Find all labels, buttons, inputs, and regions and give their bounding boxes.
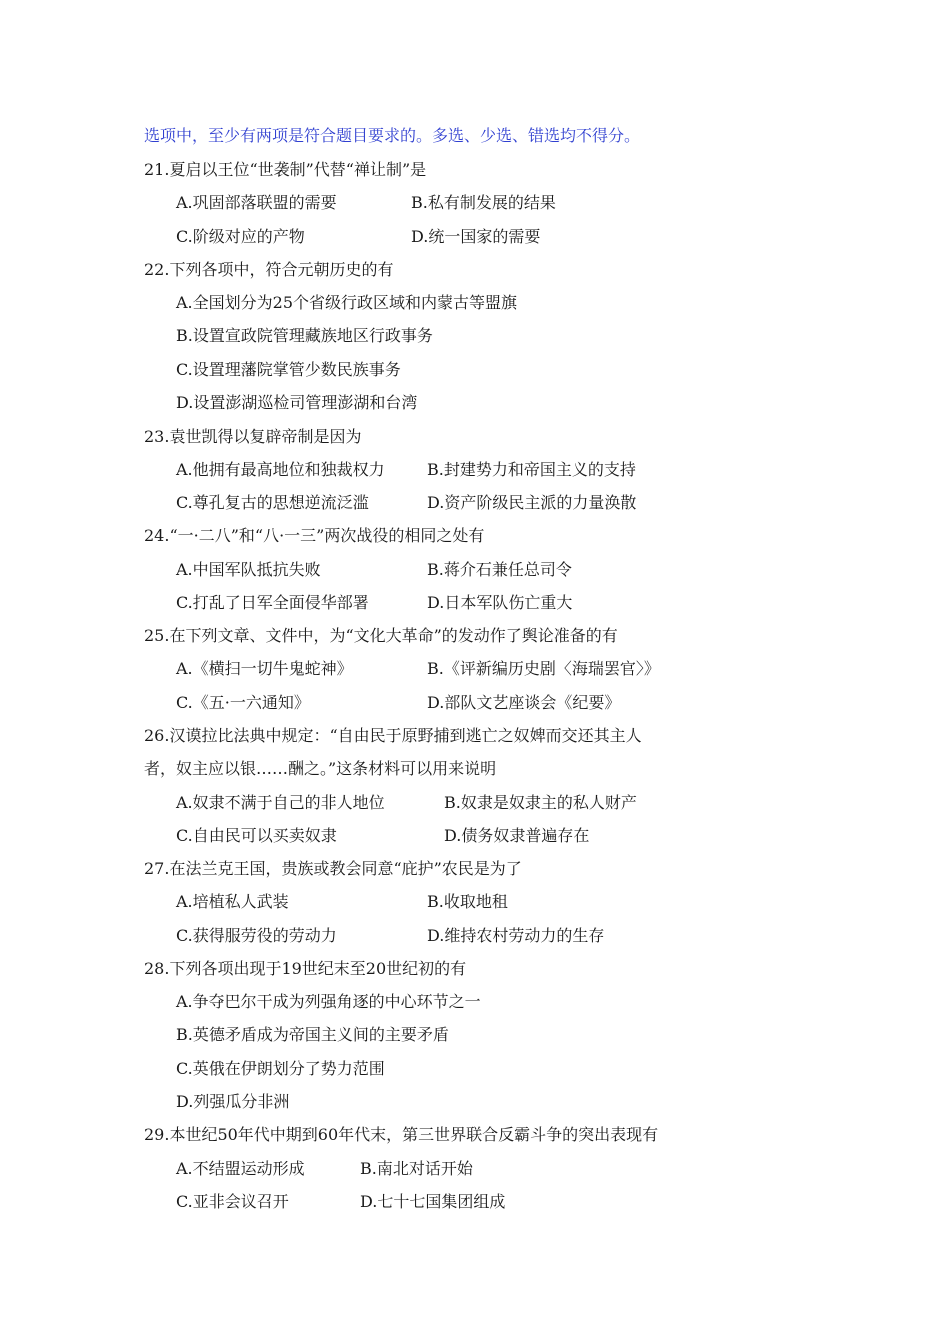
question-27-option-d: D.维持农村劳动力的生存: [427, 926, 605, 945]
question-22-stem: 22.下列各项中，符合元朝历史的有: [144, 260, 394, 279]
question-28-option-a: A.争夺巴尔干成为列强角逐的中心环节之一: [176, 992, 481, 1011]
question-24-option-a: A.中国军队抵抗失败: [176, 560, 321, 579]
question-25-option-c: C.《五·一六通知》: [176, 693, 310, 712]
question-21-stem: 21.夏启以王位“世袭制”代替“禅让制”是: [144, 160, 427, 179]
question-28-option-c: C.英俄在伊朗划分了势力范围: [176, 1059, 385, 1078]
question-26-stem-line-2: 者，奴主应以银……酬之。”这条材料可以用来说明: [144, 759, 497, 778]
question-26-option-a: A.奴隶不满于自己的非人地位: [176, 793, 385, 812]
question-28-stem: 28.下列各项出现于19世纪末至20世纪初的有: [144, 959, 467, 978]
question-24-option-b: B.蒋介石兼任总司令: [427, 560, 572, 579]
question-26-stem-line-1: 26.汉谟拉比法典中规定：“自由民于原野捕到逃亡之奴婢而交还其主人: [144, 726, 642, 745]
question-21-option-d: D.统一国家的需要: [411, 227, 541, 246]
question-29-option-b: B.南北对话开始: [360, 1159, 473, 1178]
question-22-option-a: A.全国划分为25个省级行政区域和内蒙古等盟旗: [176, 293, 518, 312]
question-21-option-a: A.巩固部落联盟的需要: [176, 193, 337, 212]
question-22-option-d: D.设置澎湖巡检司管理澎湖和台湾: [176, 393, 418, 412]
question-23-option-c: C.尊孔复古的思想逆流泛滥: [176, 493, 369, 512]
section-instruction: 选项中，至少有两项是符合题目要求的。多选、少选、错选均不得分。: [144, 126, 641, 145]
question-22-option-c: C.设置理藩院掌管少数民族事务: [176, 360, 401, 379]
question-26-option-b: B.奴隶是奴隶主的私人财产: [444, 793, 637, 812]
question-25-option-b: B.《评新编历史剧〈海瑞罢官〉》: [427, 659, 660, 678]
question-21-option-c: C.阶级对应的产物: [176, 227, 305, 246]
question-28-option-d: D.列强瓜分非洲: [176, 1092, 290, 1111]
question-27-option-b: B.收取地租: [427, 892, 508, 911]
question-27-option-a: A.培植私人武装: [176, 892, 289, 911]
question-23-stem: 23.袁世凯得以复辟帝制是因为: [144, 427, 362, 446]
question-24-option-c: C.打乱了日军全面侵华部署: [176, 593, 369, 612]
question-23-option-d: D.资产阶级民主派的力量涣散: [427, 493, 637, 512]
question-29-option-a: A.不结盟运动形成: [176, 1159, 305, 1178]
question-29-option-d: D.七十七国集团组成: [360, 1192, 506, 1211]
question-27-option-c: C.获得服劳役的劳动力: [176, 926, 337, 945]
question-21-option-b: B.私有制发展的结果: [411, 193, 556, 212]
question-22-option-b: B.设置宣政院管理藏族地区行政事务: [176, 326, 433, 345]
question-28-option-b: B.英德矛盾成为帝国主义间的主要矛盾: [176, 1025, 449, 1044]
question-25-option-d: D.部队文艺座谈会《纪要》: [427, 693, 621, 712]
question-24-stem: 24.“一·二八”和“八·一三”两次战役的相同之处有: [144, 526, 485, 545]
question-26-option-c: C.自由民可以买卖奴隶: [176, 826, 337, 845]
question-29-stem: 29.本世纪50年代中期到60年代末，第三世界联合反霸斗争的突出表现有: [144, 1125, 659, 1144]
question-23-option-a: A.他拥有最高地位和独裁权力: [176, 460, 385, 479]
question-25-stem: 25.在下列文章、文件中，为“文化大革命”的发动作了舆论准备的有: [144, 626, 618, 645]
question-29-option-c: C.亚非会议召开: [176, 1192, 289, 1211]
question-27-stem: 27.在法兰克王国，贵族或教会同意“庇护”农民是为了: [144, 859, 522, 878]
question-25-option-a: A.《横扫一切牛鬼蛇神》: [176, 659, 353, 678]
question-24-option-d: D.日本军队伤亡重大: [427, 593, 573, 612]
question-23-option-b: B.封建势力和帝国主义的支持: [427, 460, 636, 479]
question-26-option-d: D.债务奴隶普遍存在: [444, 826, 590, 845]
